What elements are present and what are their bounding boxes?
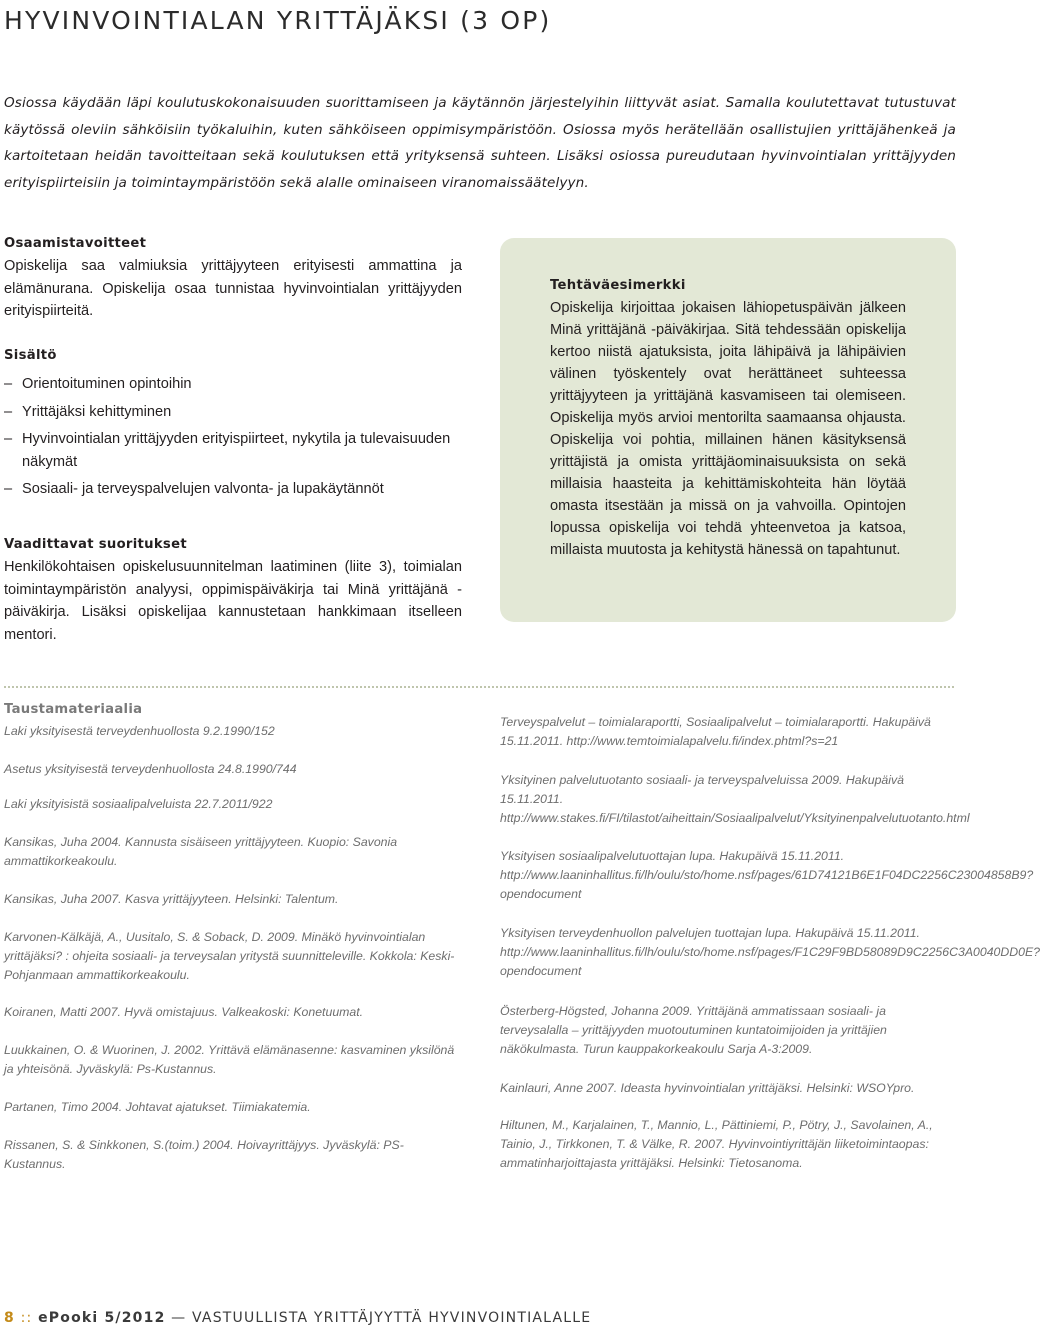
list-item: – Yrittäjäksi kehittyminen bbox=[4, 401, 462, 424]
requirements-section bbox=[4, 534, 462, 646]
page-number: 8 bbox=[4, 1310, 15, 1326]
learning-objectives-section bbox=[4, 233, 462, 323]
reference-item: Partanen, Timo 2004. Johtavat ajatukset. Tiimiakatemia. bbox=[4, 1100, 311, 1114]
intro-paragraph: Osiossa käydään läpi koulutuskokonaisuuden suorittamiseen ja käytännön järjestelyihin liittyvät asiat. Samalla koulutettavat tutustuvat käytössä oleviin sähköisiin työkaluihin, kuten sähköiseen oppimisympäristöön. Osiossa myös herätellään osallistujien yrittäjähenkeä ja kartoitetaan heidän tavoitteitaan sekä koulutuksen että yrityksensä suhteen. Lisäksi osiossa pureudutaan hyvinvointialan yrittäjyyden erityispiirteisiin ja toimintaympäristöön sekä alalle ominaiseen viranomaissäätelyyn. bbox=[4, 95, 956, 191]
list-item: – Hyvinvointialan yrittäjyyden erityispiirteet, nykytila ja tulevaisuuden näkymät bbox=[4, 428, 462, 473]
reference-item: Hiltunen, M., Karjalainen, T., Mannio, L., Pättiniemi, P., Pötry, J., Savolainen, A., Tainio, J., Tirkkonen, T. & Välke, R. 2007. Hyvinvointiyrittäjän liiketoimintaopas: ammatinharjoittajasta yrittäjäksi. Helsinki: Tietosanoma. bbox=[500, 1118, 933, 1170]
learning-objectives-text: Opiskelija saa valmiuksia yrittäjyyteen erityisesti ammattina ja elämänurana. Opiskelija osaa tunnistaa hyvinvointialan yrittäjyyden erityispiirteitä. bbox=[4, 258, 462, 319]
reference-item: Asetus yksityisestä terveydenhuollosta 24.8.1990/744 bbox=[4, 762, 297, 776]
list-item: – Sosiaali- ja terveyspalvelujen valvonta- ja lupakäytännöt bbox=[4, 478, 462, 501]
reference-item: Laki yksityisistä sosiaalipalveluista 22.7.2011/922 bbox=[4, 797, 273, 811]
footer-dash: — bbox=[171, 1310, 187, 1326]
reference-item: Yksityisen sosiaalipalvelutuottajan lupa. Hakupäivä 15.11.2011. http://www.laaninhallitus.fi/lh/oulu/sto/home.nsf/pages/61D74121B6E1F04DC2256C23004858B9?opendocument bbox=[500, 849, 1034, 901]
contents-section bbox=[4, 345, 462, 506]
reference-item: Kainlauri, Anne 2007. Ideasta hyvinvointialan yrittäjäksi. Helsinki: WSOYpro. bbox=[500, 1081, 915, 1095]
task-example-text: Opiskelija kirjoittaa jokaisen lähiopetuspäivän jälkeen Minä yrittäjänä -päiväkirjaa. Sitä tehdessään opiskelija kertoo niistä ajatuksista, joita lähipäivä ja lähipäivien välinen työskentely ovat herättäneet suhteessa yrittäjyyteen ja yrittäjänä kasvamiseen tai olemiseen. Opiskelija myös arvioi mentorilta saamaansa ohjausta. Opiskelija voi pohtia, millainen hänen käsityksensä yrittäjistä ja omista yrittäjäominaisuuksista on sekä millaisia haasteita ja kehittämiskohteita hän löytää omasta itsestään ja missä on ja vahvoilla. Opintojen lopussa opiskelija voi tehdä yhteenvetoa ja katsoa, millaista muutosta ja kehitystä hänessä on tapahtunut. bbox=[550, 300, 906, 558]
contents-list bbox=[4, 373, 462, 501]
reference-item: Rissanen, S. & Sinkkonen, S.(toim.) 2004. Hoivayrittäjyys. Jyväskylä: PS-Kustannus. bbox=[4, 1138, 404, 1171]
reference-item: Yksityisen terveydenhuollon palvelujen tuottajan lupa. Hakupäivä 15.11.2011. http://www.laaninhallitus.fi/lh/oulu/sto/home.nsf/pages/F1C29F9BD58089D9C2256C3A0040DD0E?opendocument bbox=[500, 926, 1040, 978]
publication-name: ePooki 5/2012 bbox=[38, 1310, 166, 1326]
list-item: – Orientoituminen opintoihin bbox=[4, 373, 462, 396]
reference-item: Kansikas, Juha 2007. Kasva yrittäjyyteen. Helsinki: Talentum. bbox=[4, 892, 339, 906]
page-title: HYVINVOINTIALAN YRITTÄJÄKSI (3 OP) bbox=[4, 6, 552, 35]
references-heading: Taustamateriaalia bbox=[4, 702, 143, 717]
footer-separator: :: bbox=[20, 1310, 33, 1326]
reference-item: Koiranen, Matti 2007. Hyvä omistajuus. Valkeakoski: Konetuumat. bbox=[4, 1005, 364, 1019]
series-title: VASTUULLISTA YRITTÄJYYTTÄ HYVINVOINTIALALLE bbox=[192, 1310, 592, 1326]
requirements-heading: Vaadittavat suoritukset bbox=[4, 537, 187, 552]
reference-item: Terveyspalvelut – toimialaraportti, Sosiaalipalvelut – toimialaraportti. Hakupäivä 15.11.2011. http://www.temtoimialapalvelu.fi/index.phtml?s=21 bbox=[500, 715, 931, 748]
task-example-heading: Tehtäväesimerkki bbox=[550, 278, 686, 293]
reference-item: Österberg-Högsted, Johanna 2009. Yrittäjänä ammatissaan sosiaali- ja terveysalalla – yrittäjyyden muotoutuminen kuntatoimijoiden ja yrittäjien näkökulmasta. Turun kauppakorkeakoulu Sarja A-3:2009. bbox=[500, 1004, 887, 1056]
reference-item: Karvonen-Kälkäjä, A., Uusitalo, S. & Soback, D. 2009. Minäkö hyvinvointialan yrittäjäksi? : ohjeita sosiaali- ja terveysalan yritystä suunnitteleville. Kokkola: Keski-Pohjanmaan ammattikorkeakoulu. bbox=[4, 930, 455, 982]
contents-heading: Sisältö bbox=[4, 348, 57, 363]
requirements-text: Henkilökohtaisen opiskelusuunnitelman laatiminen (liite 3), toimialan toimintaympäristön analyysi, oppimispäiväkirja tai Minä yrittäjänä -päiväkirja. Lisäksi opiskelijaa kannustetaan hankkimaan itselleen mentori. bbox=[4, 559, 462, 643]
learning-objectives-heading: Osaamistavoitteet bbox=[4, 236, 147, 251]
reference-item: Luukkainen, O. & Wuorinen, J. 2002. Yrittävä elämänasenne: kasvaminen yksilönä ja yhteisönä. Jyväskylä: Ps-Kustannus. bbox=[4, 1043, 455, 1076]
reference-item: Yksityinen palvelutuotanto sosiaali- ja terveyspalveluissa 2009. Hakupäivä 15.11.2011. http://www.stakes.fi/FI/tilastot/aiheittain/Sosiaalipalvelut/Yksityinenpalvelutuotanto.html bbox=[500, 773, 970, 825]
reference-item: Laki yksityisestä terveydenhuollosta 9.2.1990/152 bbox=[4, 724, 275, 738]
page-footer bbox=[4, 1310, 591, 1326]
reference-item: Kansikas, Juha 2004. Kannusta sisäiseen yrittäjyyteen. Kuopio: Savonia ammattikorkeakoulu. bbox=[4, 835, 398, 868]
task-example-box bbox=[500, 238, 956, 622]
section-divider bbox=[4, 686, 954, 688]
